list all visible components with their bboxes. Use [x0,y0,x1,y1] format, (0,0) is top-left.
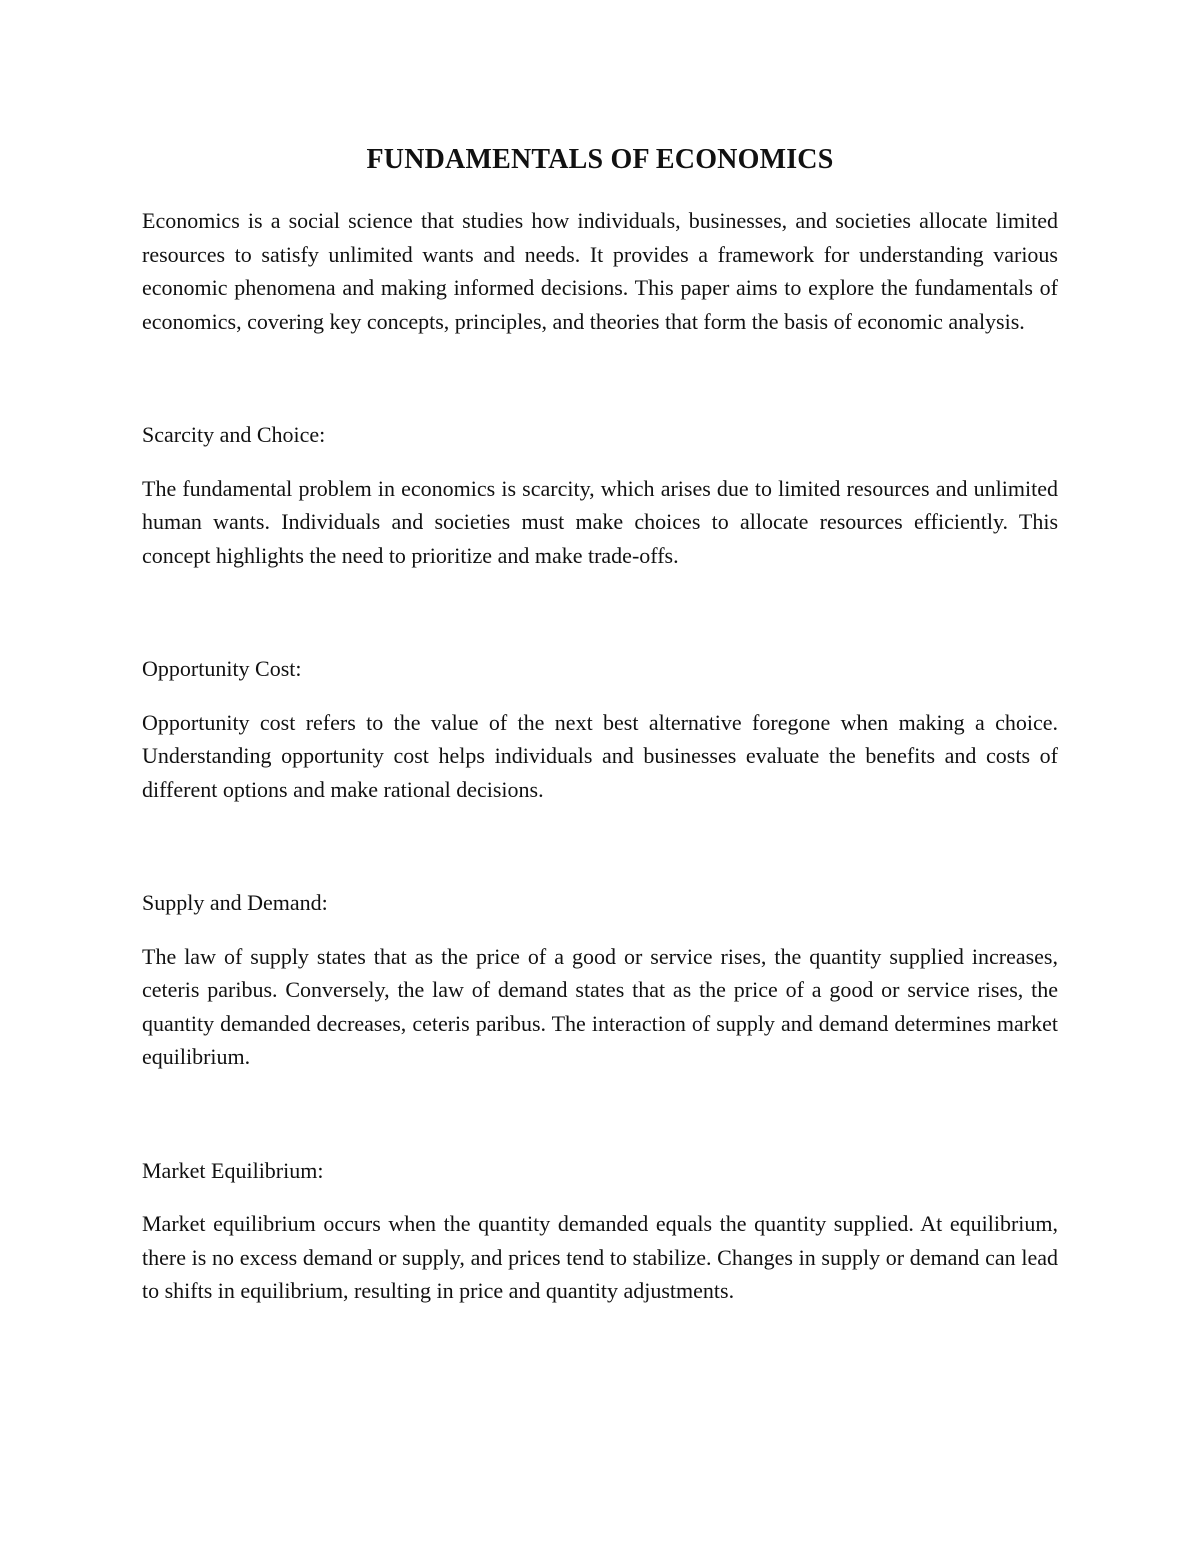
document-title: FUNDAMENTALS OF ECONOMICS [366,144,834,175]
intro-paragraph: Economics is a social science that studies how individuals, businesses, and societies allocate limited resources to satisfy unlimited wants and needs. It provides a framework for understanding various economic phenomena and making informed decisions. This paper aims to explore the fundamentals of economics, covering key concepts, principles, and theories that form the basis of economic analysis. [142,208,1058,334]
section-scarcity-and-choice [142,418,1058,572]
section-body: The law of supply states that as the price of a good or service rises, the quantity supplied increases, ceteris paribus. Conversely, the law of demand states that as the price of a good or service rises, the quantity demanded decreases, ceteris paribus. The interaction of supply and demand determines market equilibrium. [142,943,1058,1069]
section-heading: Market Equilibrium: [142,1157,324,1183]
section-heading: Opportunity Cost: [142,656,302,681]
section-heading: Supply and Demand: [142,890,328,915]
section-body: Opportunity cost refers to the value of the next best alternative foregone when making a choice. Understanding opportunity cost helps individuals and businesses evaluate the benefits and costs of different options and make rational decisions. [142,709,1058,802]
section-body: The fundamental problem in economics is scarcity, which arises due to limited resources and unlimited human wants. Individuals and societies must make choices to allocate resources efficiently. This concept highlights the need to prioritize and make trade-offs. [142,475,1058,568]
section-body: Market equilibrium occurs when the quantity demanded equals the quantity supplied. At equilibrium, there is no excess demand or supply, and prices tend to stabilize. Changes in supply or demand can lead to shifts in equilibrium, resulting in price and quantity adjustments. [142,1211,1058,1303]
document-page [142,140,1058,1308]
section-heading: Scarcity and Choice: [142,422,326,447]
section-market-equilibrium [142,1154,1058,1308]
section-opportunity-cost [142,652,1058,806]
section-supply-and-demand [142,886,1058,1074]
